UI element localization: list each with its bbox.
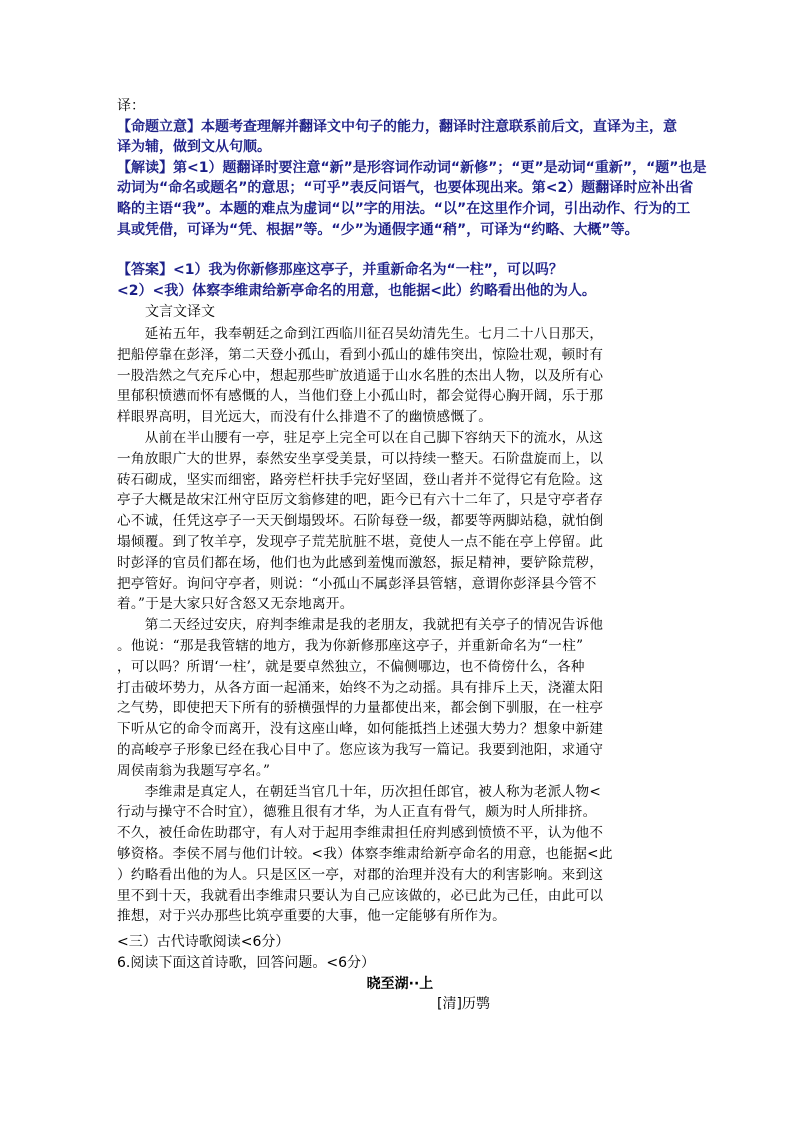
translation-line: 延祐五年，我奉朝廷之命到江西临川征召吴幼清先生。七月二十八日那天， [117,326,604,342]
translation-line: 心不诚，任凭这亭子一天天倒塌毁坏。石阶每登一级，都要等两脚站稳，就怕倒 [117,513,604,530]
poem-title: 晓至湖··上 [366,976,434,992]
translation-line: 塌倾覆。到了牧羊亭，发现亭子荒芜肮脏不堪，竟使人一点不能在亭上停留。此 [117,534,604,550]
translation-line: 打击破坏势力，从各方面一起涌来，始终不为之动摇。具有排斥上天，浇灌太阳 [117,679,604,696]
translation-line: 推想，对于兴办那些比筑亭重要的大事，他一定能够有所作为。 [117,908,507,925]
translation-line: ，可以吗？所谓‘一柱’，就是要卓然独立，不偏侧哪边，也不倚傍什么，各种 [117,658,585,675]
answer-line-2: <2）<我）体察李维肃给新亭命名的用意，也能据<此）约略看出他的为人。 [117,283,596,299]
analysis-line-2: 动词为“命名或题名”的意思；“可乎”表反问语气，也要体现出来。第<2）题翻译时应补出省 [117,180,694,196]
answer-line-1: 【答案】<1）我为你新修那座这亭子，并重新命名为“一柱”，可以吗？ [117,262,563,278]
translation-line: 李维肃是真定人，在朝廷当官几十年，历次担任郎官，被人称为老派人物< [117,783,602,800]
translation-line: 一股浩然之气充斥心中，想起那些旷放逍遥于山水名胜的杰出人物，以及所有心 [117,367,604,384]
poem-author: [清]历鹗 [437,996,490,1012]
translation-line: 第二天经过安庆，府判李维肃是我的老朋友，我就把有关亭子的情况告诉他 [117,617,604,634]
analysis-line-4: 具或凭借，可译为“凭、根据”等。“少”为通假字通“稍”，可译为“约略、大概”等。 [117,222,639,238]
translation-line: 把亭管好。询问守亭者，则说：“小孤山不属彭泽县管辖，意谓你彭泽县今管不 [117,575,597,592]
analysis-line-1: 【解读】第<1）题翻译时要注意“新”是形容词作动词“新修”；“更”是动词“重新”，“题”也是 [117,160,707,176]
translation-line: 下听从它的命令而离开，没有这座山峰，如何能抵挡上述强大势力？想象中新建 [117,721,604,738]
translation-line: 一角放眼广大的世界，泰然安坐享受美景，可以持续一整天。石阶盘旋而上，以 [117,450,604,467]
translation-line: 亭子大概是故宋江州守臣厉文翁修建的吧，距今已有六十二年了，只是守亭者存 [117,492,604,509]
translation-line: 样眼界高明，目光远大，而没有什么排遣不了的幽愤感慨了。 [117,409,493,426]
translation-line: 的高峻亭子形象已经在我心目中了。您应该为我写一篇记。我要到池阳，求通守 [117,742,604,758]
translation-line: 砖石砌成，坚实而细密，路旁栏杆扶手完好坚固，登山者并不觉得它有危险。这 [117,471,604,488]
translation-line: 从前在半山腰有一亭，驻足亭上完全可以在自己脚下容纳天下的流水，从这 [117,430,604,446]
translation-line: ）约略看出他的为人。只是区区一亭，对郡的治理并没有大的利害影响。来到这 [117,866,604,883]
translation-line: 行动与操守不合时宜），德雅且很有才华，为人正直有骨气，颇为时人所排挤。 [117,804,597,821]
translation-line: 之气势，即使把天下所有的骄横强悍的力量都使出来，都会倒下驯服，在一柱亭 [117,700,604,717]
translation-line: 周侯南翁为我题写亭名。” [117,762,271,779]
translation-line: 。他说：“那是我管辖的地方，我为你新修那座这亭子，并重新命名为“一柱” [117,638,584,654]
translation-line: 里不到十天，我就看出李维肃只要认为自己应该做的，必已此为己任，由此可以 [117,887,604,904]
intent-line-1: 【命题立意】本题考查理解并翻译文中句子的能力，翻译时注意联系前后文，直译为主，意 [117,119,677,135]
question-prompt: 6.阅读下面这首诗歌，回答问题。<6分） [117,955,375,971]
translation-label: 译： [117,98,145,114]
intent-line-2: 译为辅，做到文从句顺。 [117,139,271,155]
section-heading: <三）古代诗歌阅读<6分） [117,934,290,950]
translation-title: 文言文译文 [145,304,215,320]
translation-line: 够资格。李侯不屑与他们计较。<我）体察李维肃给新亭命名的用意，也能据<此 [117,846,613,862]
translation-line: 时彭泽的官员们都在场，他们也为此感到羞愧而激怒，振足精神，要铲除荒秽， [117,554,604,571]
translation-line: 里郁积愤懑而怀有感慨的人，当他们登上小孤山时，都会觉得心胸开阔，乐于那 [117,388,604,405]
translation-line: 把船停靠在彭泽，第二天登小孤山，看到小孤山的雄伟突出，惊险壮观，顿时有 [117,346,604,363]
translation-line: 不久，被任命佐助郡守，有人对于起用李维肃担任府判感到愤愤不平，认为他不 [117,825,604,842]
analysis-line-3: 略的主语“我”。本题的难点为虚词“以”字的用法。“以”在这里作介词，引出动作、行为的工 [117,201,691,217]
translation-line: 着。”于是大家只好含怒又无奈地离开。 [117,596,354,613]
